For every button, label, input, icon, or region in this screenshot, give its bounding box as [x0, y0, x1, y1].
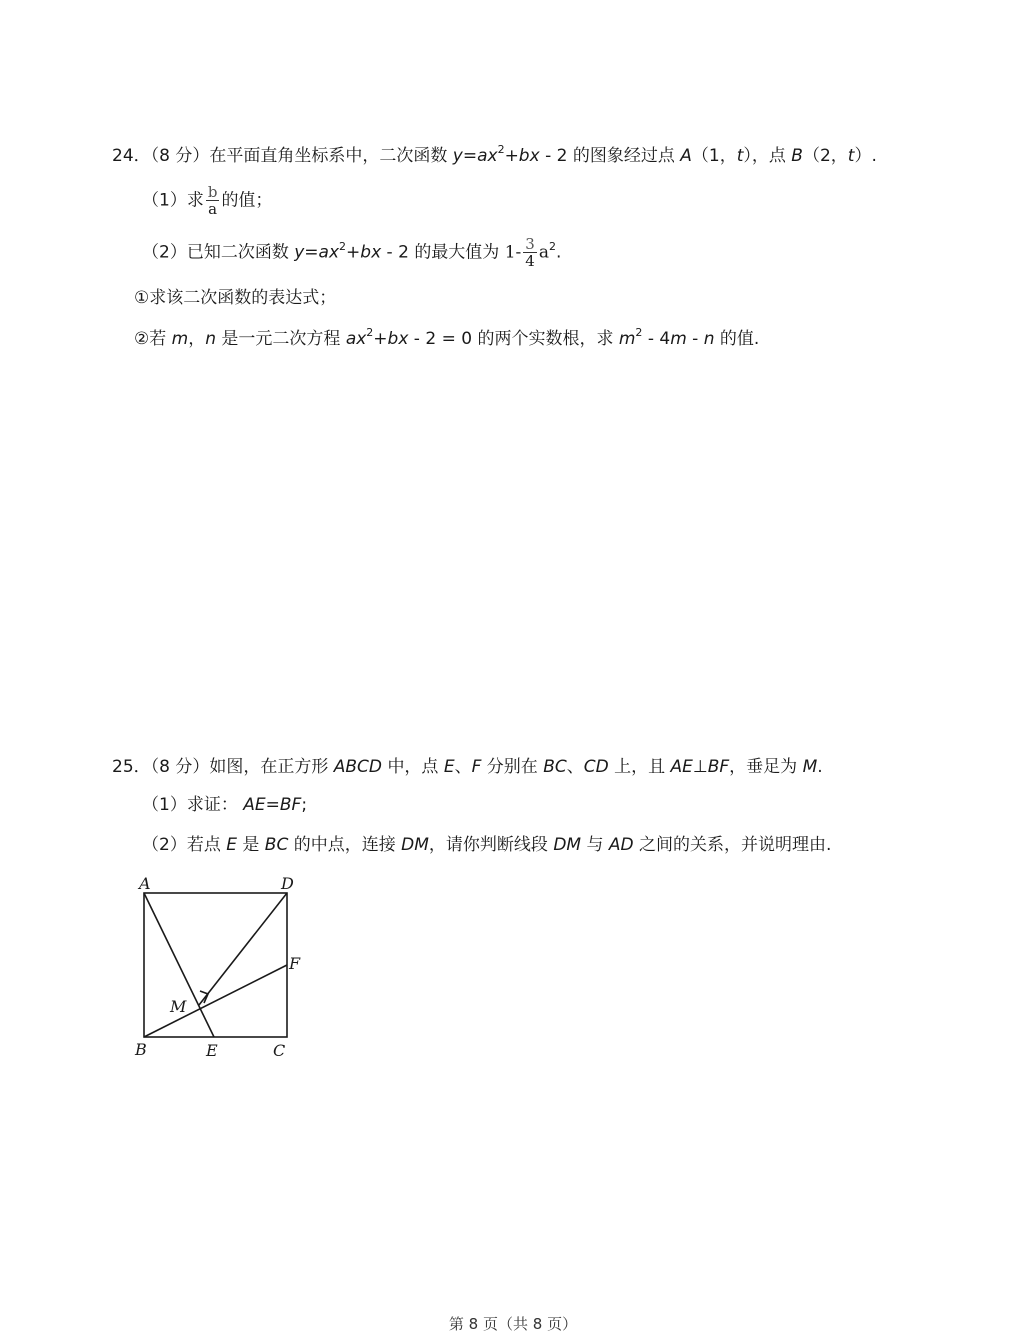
segment-bf: [144, 965, 287, 1037]
q25-part1: （1）求证： AE=BF;: [142, 795, 308, 815]
q24-part1: （1）求 $\frac{b}{a}$ 的值；: [142, 183, 273, 218]
label-e: E: [206, 1041, 218, 1060]
square-geometry-figure: [130, 868, 320, 1068]
q25-part2: （2）若点 E 是 BC 的中点，连接 DM，请你判断线段 DM 与 AD 之间的关系，并说明理由.: [142, 835, 832, 855]
label-d: D: [281, 874, 294, 893]
segment-dm: [199, 893, 287, 1005]
label-c: C: [273, 1041, 286, 1060]
q24-subpart2: ②若 m，n 是一元二次方程 $ax^2+bx - 2 = 0$ 的两个实数根，求 $m^2 - 4m$ - n 的值.: [134, 326, 760, 349]
label-m: M: [170, 997, 187, 1016]
q24-heading: 24．（8 分）在平面直角坐标系中，二次函数 $y=ax^2+bx - 2$ 的图象经过点 A（1，t），点 B（2，t）.: [112, 143, 877, 166]
square-abcd: [144, 893, 287, 1037]
q24-part2: （2）已知二次函数 $y=ax^2+bx - 2$ 的最大值为 1- $\frac{3}{4}$ $a^2$.: [142, 235, 562, 270]
fraction-3-over-4: $\frac{3}{4}$: [525, 235, 535, 270]
fraction-b-over-a: $\frac{b}{a}$: [207, 183, 218, 218]
label-f: F: [289, 954, 301, 973]
q24-subpart1: ①求该二次函数的表达式；: [134, 288, 337, 308]
page-footer: 第 8 页（共 8 页）: [448, 1315, 578, 1333]
q25-heading: 25．（8 分）如图，在正方形 ABCD 中，点 E、F 分别在 BC、CD 上，且 AE⊥BF，垂足为 M.: [112, 757, 823, 777]
label-b: B: [135, 1040, 147, 1059]
label-a: A: [139, 874, 151, 893]
